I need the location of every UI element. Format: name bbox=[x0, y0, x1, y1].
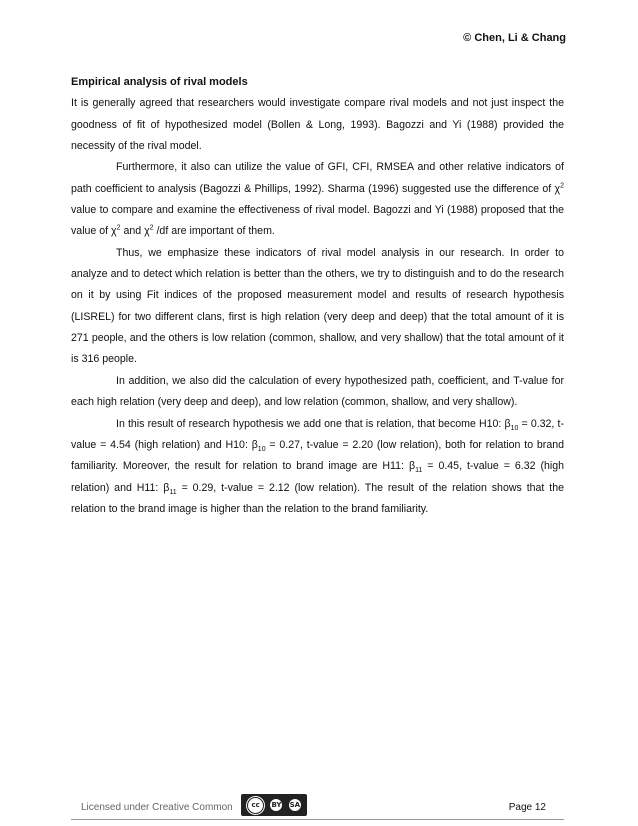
footer-rule bbox=[71, 819, 564, 820]
creative-commons-badge bbox=[241, 794, 307, 816]
beta-subscript: 10 bbox=[257, 445, 266, 453]
copyright-header: © Chen, Li & Chang bbox=[463, 32, 566, 44]
chi-square-superscript: 2 bbox=[560, 182, 564, 190]
page-number: Page 12 bbox=[508, 802, 546, 813]
paragraph-4: In addition, we also did the calculation of every hypothesized path, coefficient, and T-value for each high relation (very deep and deep), and low relation (common, shallow, and very shallow). bbox=[71, 374, 564, 409]
paragraph-2-part-b: value to compare and examine the effectiveness of rival model. Bagozzi and Yi (1988) proposed that the value of χ bbox=[71, 204, 564, 238]
chi-square-superscript: 2 bbox=[116, 224, 121, 232]
paragraph-5 bbox=[71, 414, 564, 521]
paragraph-1: It is generally agreed that researchers would investigate compare rival models and not just inspect the goodness of fit of hypothesized model (Bollen & Long, 1993). Bagozzi and Yi (1988) provided the necessity of the rival model. bbox=[71, 97, 564, 153]
beta-subscript: 11 bbox=[169, 488, 177, 496]
chi-square-superscript: 2 bbox=[149, 224, 154, 232]
paragraph-5-part-c: = 0.27, t-value = 2.20 (low relation), both for relation to brand familiarity. Moreover, the result for relation to brand image are H11: β bbox=[71, 438, 564, 473]
license-text: Licensed under Creative Common bbox=[81, 802, 233, 813]
paragraph-3: Thus, we emphasize these indicators of rival model analysis in our research. In order to analyze and to detect which relation is better than the others, we try to distinguish and to do the research on it by using Fit indices of the proposed measurement model and results of research hypothesis (LISREL) for two different clans, first is high relation (very deep and deep) that the total amount of it is 271 people, and the others is low relation (common, shallow, and very shallow) that the total amount of it is 316 people. bbox=[71, 246, 564, 366]
paragraph-2-part-d: /df are important of them. bbox=[153, 225, 275, 238]
cc-by-icon: BY bbox=[271, 801, 282, 809]
paragraph-5-part-a: In this result of research hypothesis we add one that is relation, that become H10: β bbox=[116, 417, 511, 430]
page-footer bbox=[71, 792, 564, 820]
article-body bbox=[71, 72, 564, 520]
paragraph-5-part-d: = 0.45, t-value = 6.32 (high relation) and H11: β bbox=[71, 460, 564, 494]
paragraph-2-part-a: Furthermore, it also can utilize the value of GFI, CFI, RMSEA and other relative indicators of path coefficient to analysis (Bagozzi & Phillips, 1992). Sharma (1996) suggested use the difference of χ bbox=[71, 161, 564, 195]
cc-icon: cc bbox=[247, 797, 264, 814]
cc-sa-icon: SA bbox=[289, 801, 301, 809]
paragraph-2-part-c: and χ bbox=[120, 225, 150, 238]
paragraph-5-part-e: = 0.29, t-value = 2.12 (low relation). The result of the relation shows that the relation to the brand image is higher than the relation to the brand familiarity. bbox=[71, 481, 565, 515]
section-title: Empirical analysis of rival models bbox=[71, 76, 248, 88]
paragraph-2 bbox=[71, 157, 564, 242]
beta-subscript: 10 bbox=[510, 424, 519, 432]
beta-subscript: 11 bbox=[415, 467, 423, 475]
paragraph-5-part-b: = 0.32, t-value = 4.54 (high relation) and H10: β bbox=[71, 417, 564, 451]
